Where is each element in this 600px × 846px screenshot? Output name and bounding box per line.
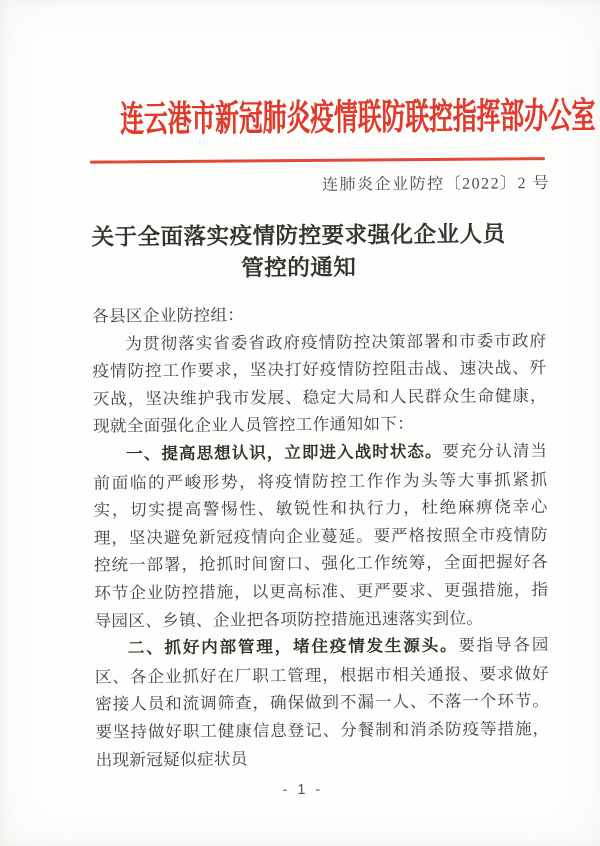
- document-title-line2: 管控的通知: [241, 254, 357, 281]
- issuer-name: 连云港市新冠肺炎疫情联防联控指挥部办公室: [119, 95, 596, 140]
- salutation: 各县区企业防控组：: [92, 305, 245, 326]
- page-number: - 1 -: [282, 781, 324, 799]
- paragraph: [93, 437, 549, 635]
- document-body: [92, 299, 550, 774]
- paragraph-text: 要指导各园区、各企业抓好在厂职工管理，根据市相关通报、要求做好密接人员和流调筛查，确保做到不漏一人、不落一个环节。要坚持做好职工健康信息登记、分餐制和消杀防疫等措施，出现新冠疑似症状员: [94, 635, 550, 770]
- red-divider-line: [90, 157, 545, 164]
- paragraph-text: 为贯彻落实省委省政府疫情防控决策部署和市委市政府疫情防控工作要求，坚决打好疫情防控阻击战、速决战、歼灭战，坚决维护我市发展、稳定大局和人民群众生命健康，现就全面强化企业人员管控工作通知如下：: [92, 330, 547, 437]
- document-number: 连肺炎企业防控〔2022〕2 号: [322, 175, 551, 194]
- section-heading: 一、提高思想认识，立即进入战时状态。: [126, 442, 443, 464]
- document-title: [0, 218, 599, 287]
- paragraph: [92, 327, 547, 441]
- paragraph-text: 要充分认清当前面临的严峻形势，将疫情防控工作作为头等大事抓紧抓实，切实提高警惕性、敏锐性和执行力，杜绝麻痹侥幸心理，坚决避免新冠疫情向企业蔓延。要严格按照全市疫情防控统一部署，抢抓时间窗口、强化工作统筹，全面把握好各环节企业防控措施，以更高标准、更严要求、更强措施，指导园区、乡镇、企业把各项防控措施迅速落实到位。: [93, 441, 549, 631]
- document-title-line1: 关于全面落实疫情防控要求强化企业人员: [91, 221, 506, 250]
- paragraph: [95, 631, 550, 774]
- section-heading: 二、抓好内部管理，堵住疫情发生源头。: [127, 636, 459, 658]
- body-paragraphs: [92, 327, 549, 774]
- red-header-issuer: [0, 88, 598, 144]
